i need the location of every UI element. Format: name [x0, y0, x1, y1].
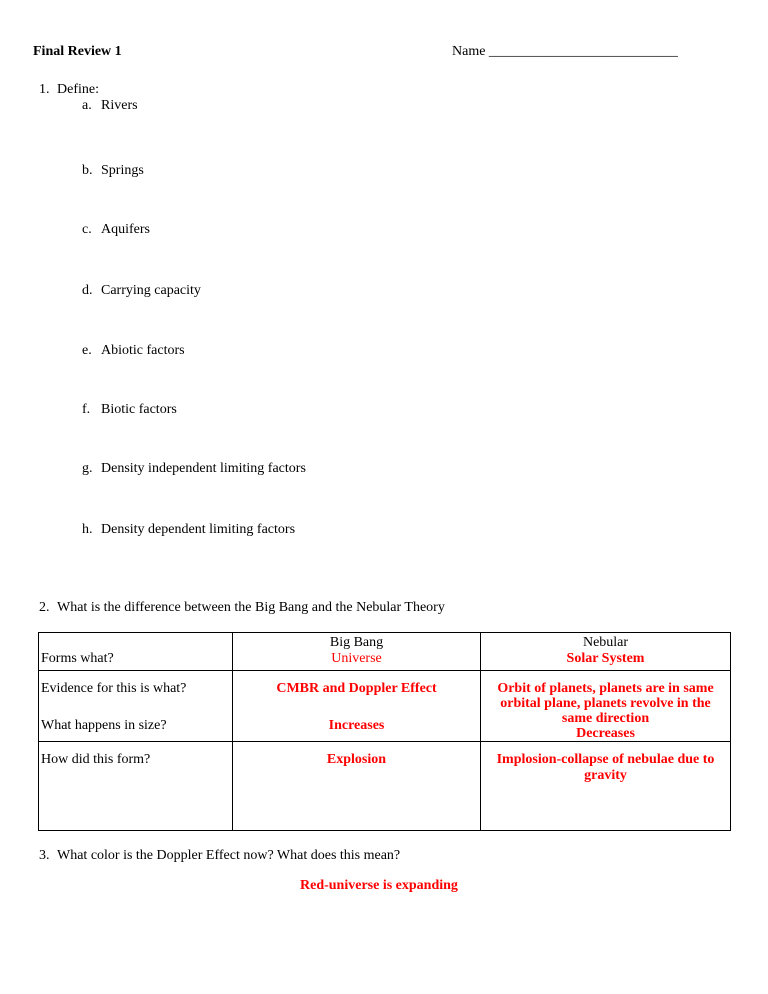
question-3 [39, 848, 401, 864]
nebular-cell: Nebular Solar System [481, 633, 731, 671]
define-item: e. Abiotic factors [82, 343, 185, 358]
question-prompt: Define: [57, 82, 99, 97]
question-prompt: What color is the Doppler Effect now? What does this mean? [57, 848, 401, 863]
big-bang-cell: Big Bang Universe [233, 633, 481, 671]
big-bang-cell: CMBR and Doppler Effect Increases [233, 671, 481, 742]
table-row [39, 671, 731, 742]
question-number: 2. [39, 600, 50, 615]
define-item: a. Rivers [82, 98, 138, 113]
define-item: c. Aquifers [82, 222, 150, 237]
document-title: Final Review 1 [33, 44, 122, 59]
name-line: Name ___________________________ [452, 44, 678, 59]
define-item: g. Density independent limiting factors [82, 461, 306, 476]
define-item: f. Biotic factors [82, 402, 177, 417]
define-item: h. Density dependent limiting factors [82, 522, 296, 537]
define-item: b. Springs [82, 163, 144, 178]
big-bang-cell: Explosion [233, 742, 481, 831]
define-item: d. Carrying capacity [82, 283, 201, 298]
col-header-big-bang: Big Bang [329, 635, 384, 650]
question-number: 3. [39, 848, 50, 863]
comparison-table [38, 632, 731, 831]
row-label: How did this form? [39, 742, 233, 831]
table-row [39, 742, 731, 831]
question-prompt: What is the difference between the Big Bang and the Nebular Theory [57, 600, 445, 615]
nebular-cell: Implosion-collapse of nebulae due to gravity [481, 742, 731, 831]
nebular-cell: Orbit of planets, planets are in same orbital plane, planets revolve in the same direction Decreases [481, 671, 731, 742]
answer-text: Red-universe is expanding [300, 878, 458, 893]
table-row [39, 633, 731, 671]
row-label: Forms what? [39, 633, 233, 671]
col-header-nebular: Nebular [582, 635, 629, 650]
question-2 [39, 600, 445, 616]
question-number: 1. [39, 82, 50, 97]
row-label: Evidence for this is what? What happens in size? [39, 671, 233, 742]
question-1 [39, 82, 99, 98]
